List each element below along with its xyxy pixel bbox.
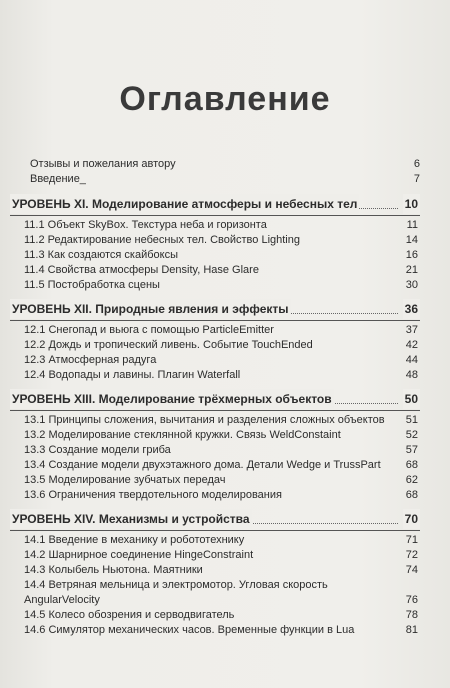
section-list (10, 533, 420, 638)
entry-page: 74 (405, 564, 418, 576)
toc-entry (30, 172, 420, 187)
entry-page: 52 (405, 429, 418, 441)
entry-page: 51 (405, 414, 418, 426)
toc-entry (24, 248, 420, 263)
entry-page: 7 (413, 173, 420, 185)
entry-page: 72 (405, 549, 418, 561)
entry-text: 14.2 Шарнирное соединение HingeConstraint (24, 549, 254, 561)
entry-text: 14.1 Введение в механику и робототехнику (24, 534, 245, 546)
chapter-heading (10, 299, 420, 319)
entry-text: 13.4 Создание модели двухэтажного дома. Детали Wedge и TrussPart (24, 459, 381, 471)
entry-page: 76 (405, 594, 418, 606)
entry-page: 71 (405, 534, 418, 546)
chapter-page: 10 (403, 194, 420, 214)
entry-page: 11 (406, 219, 418, 231)
entry-page: 48 (405, 369, 418, 381)
entry-text: 12.1 Снегопад и вьюга с помощью ParticleEmitter (24, 324, 274, 336)
front-matter (30, 157, 420, 187)
chapter-rule (10, 320, 420, 321)
chapter-page: 70 (403, 509, 420, 529)
entry-text: 13.1 Принципы сложения, вычитания и разделения сложных объектов (24, 414, 385, 426)
chapter-block (10, 389, 420, 509)
entry-text: 12.2 Дождь и тропический ливень. Событие TouchEnded (24, 339, 313, 351)
entry-text: 14.5 Колесо обозрения и серводвигатель (24, 609, 235, 621)
chapter-gap (10, 638, 420, 644)
toc-entry (24, 218, 420, 233)
toc-entry (24, 338, 420, 353)
chapter-title: УРОВЕНЬ XI. Моделирование атмосферы и небесных тел (10, 194, 359, 214)
chapter-block (10, 194, 420, 299)
entry-text: 12.3 Атмосферная радуга (24, 354, 157, 366)
entry-text: 13.5 Моделирование зубчатых передач (24, 474, 226, 486)
toc-entry (24, 353, 420, 368)
toc-entry (24, 443, 420, 458)
entry-page: 37 (405, 324, 418, 336)
toc-entry (24, 323, 420, 338)
section-list (10, 323, 420, 383)
chapter-list (10, 194, 420, 644)
entry-page: 21 (405, 264, 418, 276)
entry-text: 11.2 Редактирование небесных тел. Свойство Lighting (24, 234, 300, 246)
chapter-rule (10, 410, 420, 411)
entry-page: 30 (405, 279, 418, 291)
chapter-rule (10, 215, 420, 216)
entry-page: 57 (405, 444, 418, 456)
toc-entry (24, 578, 420, 608)
entry-text: 11.4 Свойства атмосферы Density, Hase Glare (24, 264, 259, 276)
toc-entry (24, 263, 420, 278)
entry-page: 68 (405, 489, 418, 501)
chapter-heading (10, 389, 420, 409)
chapter-page: 36 (403, 299, 420, 319)
chapter-block (10, 299, 420, 389)
page-title: Оглавление (119, 80, 331, 118)
entry-text: 14.3 Колыбель Ньютона. Маятники (24, 564, 203, 576)
entry-page: 42 (405, 339, 418, 351)
section-list (10, 413, 420, 503)
toc-entry (24, 428, 420, 443)
entry-text: 11.5 Постобработка сцены (24, 279, 160, 291)
entry-page: 62 (405, 474, 418, 486)
toc-entry (24, 608, 420, 623)
toc-entry (24, 488, 420, 503)
toc-entry (24, 623, 420, 638)
chapter-title: УРОВЕНЬ XIV. Механизмы и устройства (10, 509, 252, 529)
entry-page: 16 (405, 249, 418, 261)
entry-page: 6 (413, 158, 420, 170)
entry-text: 13.3 Создание модели гриба (24, 444, 171, 456)
entry-text: 14.4 Ветряная мельница и электромотор. Угловая скорость AngularVelocity (24, 579, 328, 606)
toc-entry (24, 563, 420, 578)
entry-text: 13.2 Моделирование стеклянной кружки. Связь WeldConstaint (24, 429, 341, 441)
entry-text: 14.6 Симулятор механических часов. Временные функции в Lua (24, 624, 355, 636)
entry-text: 12.4 Водопады и лавины. Плагин Waterfall (24, 369, 241, 381)
toc-entry (24, 473, 420, 488)
toc-entry (24, 278, 420, 293)
toc-entry (24, 458, 420, 473)
entry-page: 81 (405, 624, 418, 636)
toc-entry (24, 413, 420, 428)
entry-page: 68 (405, 459, 418, 471)
section-list (10, 218, 420, 293)
entry-text: 13.6 Ограничения твердотельного моделирования (24, 489, 282, 501)
toc-entry (24, 533, 420, 548)
toc-entry (24, 548, 420, 563)
entry-page: 44 (405, 354, 418, 366)
chapter-rule (10, 530, 420, 531)
toc-entry (24, 233, 420, 248)
entry-page: 78 (405, 609, 418, 621)
entry-text: Отзывы и пожелания автору (30, 158, 176, 170)
entry-page: 14 (405, 234, 418, 246)
chapter-title: УРОВЕНЬ XIII. Моделирование трёхмерных объектов (10, 389, 334, 409)
chapter-heading (10, 509, 420, 529)
entry-text: 11.3 Как создаются скайбоксы (24, 249, 179, 261)
toc-entry (30, 157, 420, 172)
entry-text: Введение_ (30, 173, 86, 185)
entry-text: 11.1 Объект SkyBox. Текстура неба и горизонта (24, 219, 267, 231)
chapter-block (10, 509, 420, 644)
toc-entry (24, 368, 420, 383)
chapter-heading (10, 194, 420, 214)
chapter-title: УРОВЕНЬ XII. Природные явления и эффекты (10, 299, 291, 319)
chapter-page: 50 (403, 389, 420, 409)
